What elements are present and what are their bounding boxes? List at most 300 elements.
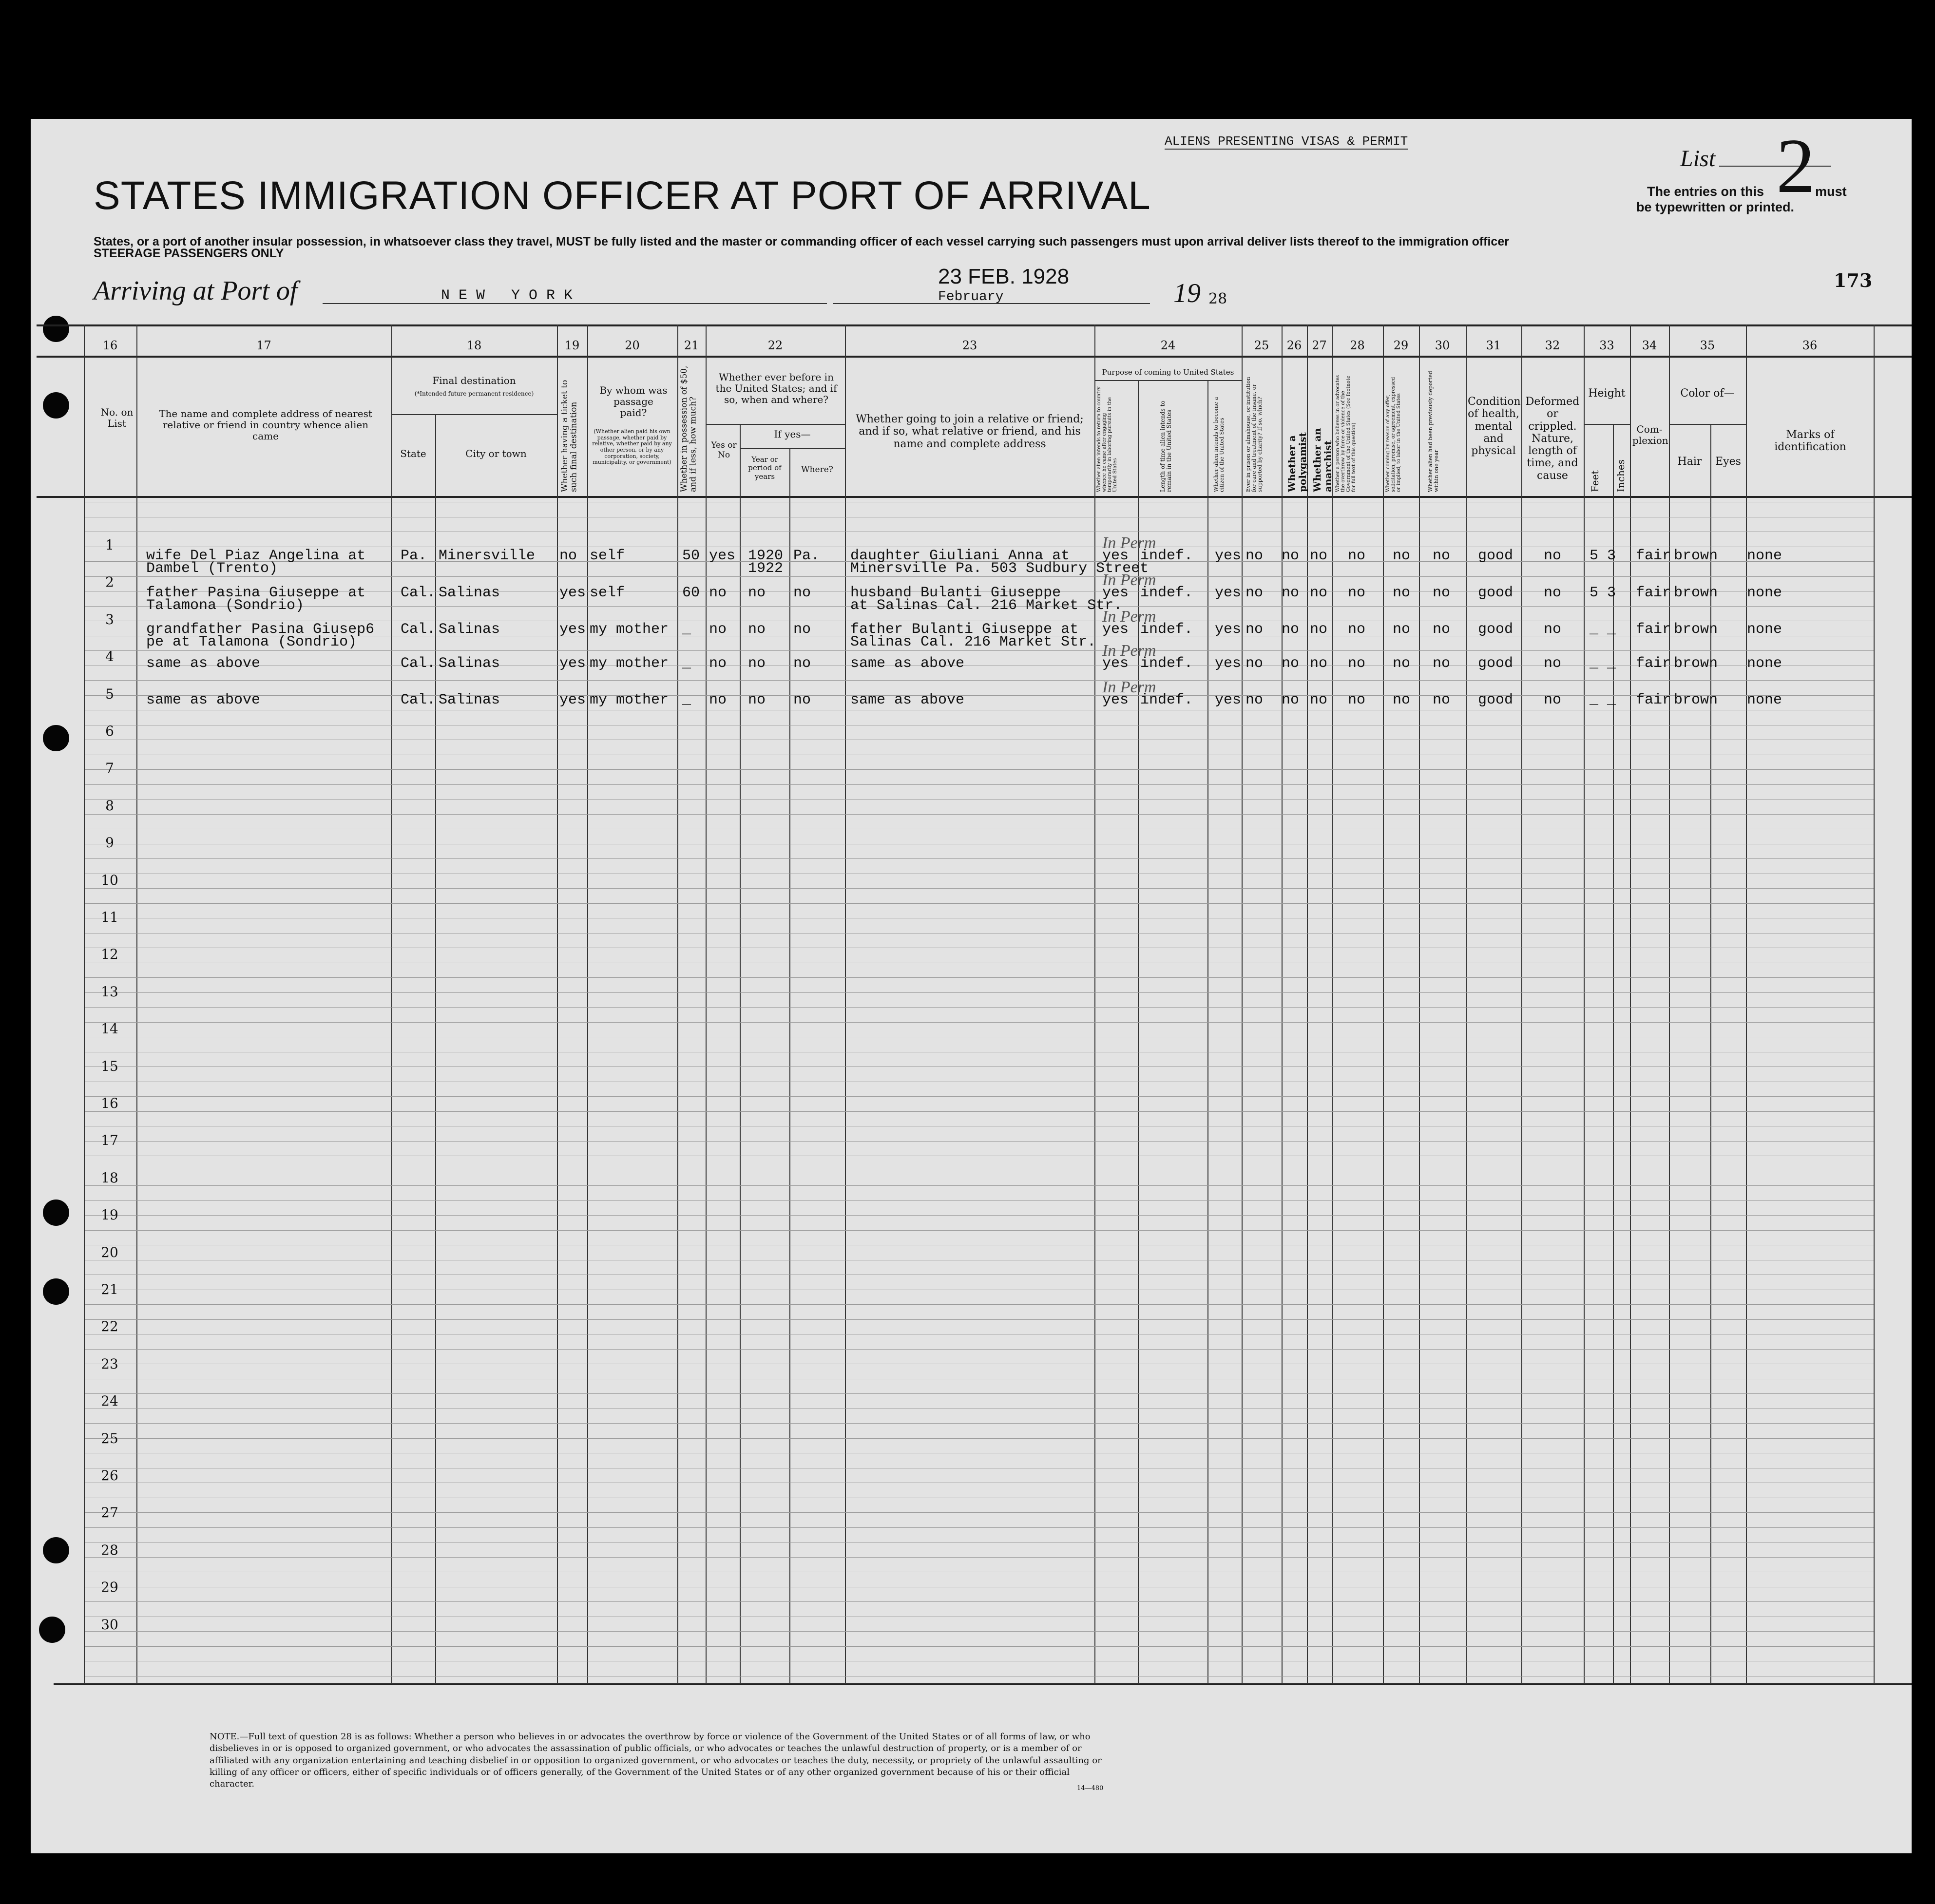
col-line — [1242, 324, 1243, 1684]
header-possession: Whether in possession of $50, and if less, how much? — [679, 365, 698, 492]
header-purpose-citizen: Whether alien intends to become a citizen of the United States — [1213, 397, 1226, 492]
col-line — [1710, 424, 1711, 1684]
ruled-line — [85, 1200, 1874, 1201]
entry-citizen: yes — [1215, 692, 1242, 708]
col-number: 29 — [1393, 339, 1409, 352]
header-hair: Hair — [1677, 456, 1702, 468]
entry-relative-line2: Talamona (Sondrio) — [146, 597, 305, 614]
header-city: City or town — [465, 448, 527, 459]
ruled-line — [85, 903, 1874, 904]
ruled-line — [85, 1423, 1874, 1424]
entry-ticket: yes — [559, 585, 586, 601]
col-line — [706, 324, 707, 1684]
manifest-page — [31, 119, 1912, 1853]
entry-hair-eyes: brown — [1674, 621, 1718, 638]
entry-where: no — [793, 621, 811, 638]
entry-money: 60 — [682, 585, 700, 601]
col-number: 22 — [767, 339, 783, 352]
col-line — [1466, 324, 1467, 1684]
entry-inches: 3 — [1607, 548, 1616, 564]
col-line — [1383, 324, 1384, 1684]
entry-state: Pa. — [401, 548, 427, 564]
entry-deported: no — [1433, 692, 1451, 708]
row-number: 29 — [101, 1579, 118, 1596]
ruled-line — [85, 1022, 1874, 1023]
entries-note-part2: must — [1815, 184, 1847, 199]
month-value: February — [938, 289, 1004, 305]
ruled-line — [85, 858, 1874, 859]
col-line — [1282, 324, 1283, 1684]
entry-relative: grandfather Pasina Giusep6 — [146, 621, 375, 638]
entry-polygamist: no — [1282, 621, 1300, 638]
ruled-line — [85, 1557, 1874, 1558]
entry-deported: no — [1433, 585, 1451, 601]
header-color-of: Color of— — [1680, 387, 1735, 400]
handwritten-annotation: In Perm — [1102, 678, 1156, 696]
entry-year: no — [748, 585, 766, 601]
entry-joining: same as above — [850, 692, 965, 708]
row-number: 20 — [101, 1244, 118, 1260]
entry-complexion: fair — [1636, 585, 1671, 601]
header-feet: Feet — [1589, 470, 1601, 492]
row-number: 28 — [101, 1542, 118, 1558]
col-line — [557, 324, 558, 1684]
entry-hair-eyes: brown — [1674, 655, 1718, 672]
subheader-line — [1669, 424, 1746, 425]
entry-health: good — [1478, 621, 1514, 638]
entry-marks: none — [1747, 655, 1782, 672]
col-line — [1207, 380, 1208, 1684]
ruled-line — [85, 1646, 1874, 1647]
row-number: 22 — [101, 1318, 118, 1335]
row-number: 6 — [105, 723, 114, 739]
header-final-destination-note: (*Intended future permanent residence) — [414, 390, 534, 397]
header-purpose-length: Length of time alien intends to remain in the United States — [1159, 400, 1173, 492]
entry-overthrow: no — [1348, 692, 1366, 708]
header-offer: Whether coming by reason of any offer, solicitation, promise, or agreement, expressed or implied, to labor in the United States — [1385, 377, 1401, 492]
entry-where: no — [793, 655, 811, 672]
col-line — [1669, 324, 1670, 1684]
header-marks: Marks of identification — [1774, 429, 1846, 454]
entry-state: Cal. — [401, 585, 436, 601]
col-line — [1094, 324, 1095, 1684]
handwritten-annotation: In Perm — [1102, 642, 1156, 660]
entry-ticket: no — [559, 548, 577, 564]
header-relative: The name and complete address of nearest relative or friend in country whence alien came — [159, 408, 372, 442]
entry-joining: husband Bulanti Giuseppe — [850, 585, 1061, 601]
col-line — [677, 324, 678, 1684]
entries-note-part1: The entries on this — [1647, 184, 1764, 199]
col-number: 21 — [684, 339, 699, 352]
entry-return: yes — [1102, 548, 1129, 564]
entry-hair-eyes: brown — [1674, 585, 1718, 601]
subheader-line — [740, 448, 845, 449]
col-line — [136, 324, 137, 1684]
col-line — [435, 414, 436, 1684]
entry-ticket: yes — [559, 621, 586, 638]
entries-note-line2: be typewritten or printed. — [1636, 200, 1795, 214]
entry-inches: _ — [1607, 621, 1616, 638]
form-number: 14—480 — [1077, 1785, 1104, 1792]
row-number: 18 — [101, 1169, 118, 1186]
entry-return: yes — [1102, 621, 1129, 638]
entry-offer: no — [1393, 692, 1411, 708]
ruled-line — [85, 1215, 1874, 1216]
header-no-on-list: No. on List — [100, 406, 134, 429]
entry-deformed: no — [1544, 548, 1562, 564]
row-number: 1 — [105, 537, 114, 553]
col-number: 30 — [1435, 339, 1450, 352]
row-number: 17 — [101, 1132, 118, 1149]
ruled-line — [85, 1393, 1874, 1394]
header-complexion: Com-plexion — [1632, 423, 1668, 446]
subheader-line — [1094, 380, 1242, 381]
entry-polygamist: no — [1282, 548, 1300, 564]
ruled-line — [85, 1512, 1874, 1513]
entry-state: Cal. — [401, 621, 436, 638]
row-number: 11 — [101, 909, 118, 925]
ruled-line — [85, 1066, 1874, 1067]
row-number: 27 — [101, 1504, 118, 1521]
list-label: List — [1680, 146, 1716, 171]
row-number: 19 — [101, 1207, 118, 1223]
entry-ever-before: no — [709, 585, 727, 601]
entry-overthrow: no — [1348, 621, 1366, 638]
entry-joining-line2: Minersville Pa. 503 Sudbury Street — [850, 560, 1149, 577]
subheader-line — [1584, 424, 1630, 425]
ruled-line — [85, 1007, 1874, 1008]
ruled-line — [85, 695, 1874, 696]
col-number: 17 — [256, 339, 271, 352]
entry-anarchist: no — [1310, 692, 1328, 708]
col-number: 20 — [625, 339, 640, 352]
entry-feet: _ — [1590, 621, 1599, 638]
entry-overthrow: no — [1348, 655, 1366, 672]
row-number: 2 — [105, 574, 114, 590]
year-prefix: 19 — [1173, 278, 1201, 308]
entry-hair-eyes: brown — [1674, 692, 1718, 708]
entry-inches: 3 — [1607, 585, 1616, 601]
col-number: 28 — [1350, 339, 1365, 352]
header-overthrow: Whether a person who believes in or advocates the overthrow by force or violence of the Government of the United States (See footnote for full text of this question) — [1335, 375, 1357, 492]
binder-hole — [43, 1200, 69, 1226]
entry-ticket: yes — [559, 655, 586, 672]
col-line — [1307, 324, 1308, 1684]
entry-joining-line2: at Salinas Cal. 216 Market Str. — [850, 597, 1123, 614]
ruled-line — [85, 888, 1874, 889]
entry-ever-before: no — [709, 655, 727, 672]
entry-money: _ — [682, 692, 691, 708]
entry-city: Salinas — [439, 692, 500, 708]
entry-citizen: yes — [1215, 655, 1242, 672]
entry-health: good — [1478, 548, 1514, 564]
entry-anarchist: no — [1310, 621, 1328, 638]
entry-feet: _ — [1590, 692, 1599, 708]
col-line — [1746, 324, 1747, 1684]
entry-passage-paid: my mother — [590, 692, 669, 708]
entry-length: indef. — [1140, 548, 1193, 564]
entry-health: good — [1478, 585, 1514, 601]
col-line — [740, 424, 741, 1684]
page-number: 173 — [1834, 269, 1873, 291]
entry-offer: no — [1393, 655, 1411, 672]
list-number: 2 — [1776, 122, 1815, 209]
entry-year: 1920 — [748, 548, 784, 564]
ruled-line — [85, 784, 1874, 785]
entry-year: no — [748, 692, 766, 708]
header-if-yes: If yes— — [774, 428, 811, 440]
entry-joining: same as above — [850, 655, 965, 672]
entry-city: Salinas — [439, 585, 500, 601]
table-bottom-line — [54, 1683, 1912, 1685]
entry-length: indef. — [1140, 692, 1193, 708]
row-number: 5 — [105, 685, 114, 702]
ruled-line — [85, 1230, 1874, 1231]
entry-deported: no — [1433, 548, 1451, 564]
form-title: STATES IMMIGRATION OFFICER AT PORT OF ARRIVAL — [94, 173, 1151, 218]
entry-inches: _ — [1607, 692, 1616, 708]
col-number: 16 — [102, 339, 118, 352]
entry-relative-line2: Dambel (Trento) — [146, 560, 278, 577]
entry-return: yes — [1102, 655, 1129, 672]
col-line — [1584, 324, 1585, 1684]
ruled-line — [85, 1438, 1874, 1439]
row-number: 15 — [101, 1058, 118, 1074]
entry-marks: none — [1747, 548, 1782, 564]
entry-offer: no — [1393, 548, 1411, 564]
row-number: 9 — [105, 835, 114, 851]
row-number: 23 — [101, 1355, 118, 1372]
entry-polygamist: no — [1282, 655, 1300, 672]
header-state: State — [400, 448, 426, 459]
entry-marks: none — [1747, 692, 1782, 708]
entry-deformed: no — [1544, 692, 1562, 708]
header-height: Height — [1588, 387, 1626, 400]
form-subtitle: States, or a port of another insular possession, in whatsoever class they travel, MUST be fully listed and the master or commanding officer of each vessel carrying such passengers must upon arrival deliver lists thereof to the immigration officer — [94, 235, 1509, 248]
handwritten-annotation: In Perm — [1102, 608, 1156, 626]
row-number: 12 — [101, 946, 118, 963]
header-purpose-return: Whether alien intends to return to country whence he came after engaging temporarily in laboring pursuits in the United States — [1096, 386, 1118, 492]
date-stamp: 23 FEB. 1928 — [938, 265, 1070, 288]
entry-city: Salinas — [439, 621, 500, 638]
ruled-line — [85, 769, 1874, 770]
entry-relative-line2: pe at Talamona (Sondrio) — [146, 634, 357, 650]
entry-marks: none — [1747, 585, 1782, 601]
header-deported: Whether alien had been previously deported within one year — [1427, 371, 1440, 492]
col-number: 19 — [564, 339, 580, 352]
entry-polygamist: no — [1282, 585, 1300, 601]
ruled-line — [85, 680, 1874, 681]
entry-anarchist: no — [1310, 548, 1328, 564]
col-line — [1419, 324, 1420, 1684]
entry-money: _ — [682, 621, 691, 638]
entry-passage-paid: self — [590, 548, 625, 564]
ruled-line — [85, 1349, 1874, 1350]
entry-deported: no — [1433, 655, 1451, 672]
col-number: 24 — [1160, 339, 1176, 352]
year-suffix: 28 — [1208, 290, 1227, 307]
binder-hole — [43, 1537, 69, 1563]
entry-relative: same as above — [146, 655, 261, 672]
entry-prison: no — [1245, 585, 1264, 601]
header-prison: Ever in prison or almshouse, or institution for care and treatment of the insane, or supported by charity? If so, which? — [1245, 377, 1264, 492]
entry-year: no — [748, 655, 766, 672]
footnote: NOTE.—Full text of question 28 is as follows: Whether a person who believes in or advocates the overthrow by force or violence of the Government of the United States or of all forms of law, or who disbelieves in or is opposed to organized government, or who advocates the assassination of public officials, or who advocates or teaches the unlawful destruction of property, or is a member of or affiliated with any organization entertaining and teaching disbelief in or opposition to organized government, or who advocates or teaches the duty, necessity, or propriety of the unlawful assaulting or killing of any officer or officers, either of specific individuals or of officers generally, of the Government of the United States or of any other organized government because of his or their official character. — [210, 1732, 1102, 1790]
entry-citizen: yes — [1215, 585, 1242, 601]
entry-where: no — [793, 692, 811, 708]
entry-city: Salinas — [439, 655, 500, 672]
row-number: 4 — [105, 648, 114, 665]
entry-passage-paid: self — [590, 585, 625, 601]
visa-stamp: ALIENS PRESENTING VISAS & PERMIT — [1165, 134, 1408, 149]
entry-relative: wife Del Piaz Angelina at — [146, 548, 366, 564]
col-line — [1613, 424, 1614, 1684]
entry-inches: _ — [1607, 655, 1616, 672]
binder-hole — [43, 392, 69, 419]
row-number: 13 — [101, 983, 118, 1000]
header-by-whom-note: (Whether alien paid his own passage, whether paid by relative, whether paid by any other person, or by any corporation, society, municipality, or government) — [592, 428, 672, 466]
binder-hole — [43, 316, 69, 342]
entry-passage-paid: my mother — [590, 655, 669, 672]
entry-joining: father Bulanti Giuseppe at — [850, 621, 1079, 638]
entry-offer: no — [1393, 621, 1411, 638]
entry-year-line2: 1922 — [748, 560, 784, 577]
entry-money: 50 — [682, 548, 700, 564]
entry-marks: none — [1747, 621, 1782, 638]
entry-polygamist: no — [1282, 692, 1300, 708]
subheader-line — [391, 414, 557, 415]
col-line — [1332, 324, 1333, 1684]
binder-hole — [43, 1278, 69, 1305]
col-line — [84, 324, 85, 1684]
entry-prison: no — [1245, 655, 1264, 672]
entry-ever-before: yes — [709, 548, 736, 564]
ruled-line — [85, 1141, 1874, 1142]
col-line — [789, 448, 790, 1684]
entry-return: yes — [1102, 585, 1129, 601]
row-number: 21 — [101, 1281, 118, 1297]
entry-overthrow: no — [1348, 548, 1366, 564]
entry-feet: 5 — [1590, 585, 1599, 601]
col-line — [587, 324, 588, 1684]
entry-prison: no — [1245, 548, 1264, 564]
binder-hole — [39, 1617, 65, 1643]
entry-return: yes — [1102, 692, 1129, 708]
entry-feet: 5 — [1590, 548, 1599, 564]
header-yes-no: Yes or No — [711, 440, 737, 460]
entry-deported: no — [1433, 621, 1451, 638]
ruled-line — [85, 650, 1874, 651]
col-number: 26 — [1286, 339, 1302, 352]
entry-anarchist: no — [1310, 585, 1328, 601]
entry-offer: no — [1393, 585, 1411, 601]
entry-state: Cal. — [401, 655, 436, 672]
entry-ever-before: no — [709, 692, 727, 708]
entry-feet: _ — [1590, 655, 1599, 672]
col-number: 35 — [1700, 339, 1715, 352]
entry-ticket: yes — [559, 692, 586, 708]
entry-complexion: fair — [1636, 655, 1671, 672]
ruled-line — [85, 1631, 1874, 1632]
header-eyes: Eyes — [1715, 456, 1741, 468]
col-number: 33 — [1599, 339, 1614, 352]
entry-money: _ — [682, 655, 691, 672]
entry-city: Minersville — [439, 548, 536, 564]
arriving-label: Arriving at Port of — [94, 276, 298, 306]
header-by-whom: By whom was passage paid? — [599, 384, 668, 419]
col-line — [845, 324, 846, 1684]
class-line: STEERAGE PASSENGERS ONLY — [94, 247, 284, 260]
entry-length: indef. — [1140, 585, 1193, 601]
entry-year: no — [748, 621, 766, 638]
entry-length: indef. — [1140, 655, 1193, 672]
row-number: 26 — [101, 1467, 118, 1484]
entry-hair-eyes: brown — [1674, 548, 1718, 564]
header-health: Condition of health, mental and physical — [1468, 396, 1521, 457]
row-number: 3 — [105, 611, 114, 628]
entries-note — [1647, 184, 1847, 199]
header-anarchist: Whether an anarchist — [1311, 428, 1334, 492]
entry-overthrow: no — [1348, 585, 1366, 601]
ruled-line — [85, 1304, 1874, 1305]
col-number: 27 — [1312, 339, 1327, 352]
header-year-period: Year or period of years — [748, 455, 782, 481]
row-number: 14 — [101, 1021, 118, 1037]
ruled-line — [85, 1319, 1874, 1320]
col-number: 32 — [1545, 339, 1560, 352]
entry-state: Cal. — [401, 692, 436, 708]
header-where: Where? — [801, 465, 833, 475]
entry-relative: father Pasina Giuseppe at — [146, 585, 366, 601]
row-number: 16 — [101, 1095, 118, 1111]
entry-deformed: no — [1544, 655, 1562, 672]
entry-citizen: yes — [1215, 621, 1242, 638]
entry-health: good — [1478, 692, 1514, 708]
entry-where: Pa. — [793, 548, 820, 564]
col-number: 31 — [1486, 339, 1501, 352]
col-number: 34 — [1642, 339, 1657, 352]
row-number: 24 — [101, 1393, 118, 1409]
port-value: N E W Y O R K — [441, 287, 573, 304]
ruled-line — [85, 1096, 1874, 1097]
entry-prison: no — [1245, 621, 1264, 638]
entry-relative: same as above — [146, 692, 261, 708]
header-ever-before: Whether ever before in the United States; and if so, when and where? — [715, 371, 837, 405]
entry-deformed: no — [1544, 621, 1562, 638]
header-polygamist: Whether a polygamist — [1286, 432, 1308, 492]
header-final-destination: Final destination — [432, 375, 516, 386]
entry-length: indef. — [1140, 621, 1193, 638]
row-number: 10 — [101, 872, 118, 888]
col-line — [391, 324, 392, 1684]
col-line — [1874, 324, 1875, 1684]
ruled-line — [85, 1111, 1874, 1112]
entry-deformed: no — [1544, 585, 1562, 601]
entry-prison: no — [1245, 692, 1264, 708]
port-underline — [323, 303, 827, 304]
col-number: 18 — [466, 339, 482, 352]
header-ticket: Whether having a ticket to such final destination — [560, 380, 579, 492]
row-number: 30 — [101, 1616, 118, 1633]
entry-anarchist: no — [1310, 655, 1328, 672]
header-purpose: Purpose of coming to United States — [1102, 368, 1234, 377]
row-number: 25 — [101, 1430, 118, 1447]
entry-where: no — [793, 585, 811, 601]
col-number: 36 — [1802, 339, 1818, 352]
header-joining: Whether going to join a relative or friend; and if so, what relative or friend, and his name and complete address — [856, 413, 1084, 450]
col-line — [1630, 324, 1631, 1684]
entry-complexion: fair — [1636, 621, 1671, 638]
